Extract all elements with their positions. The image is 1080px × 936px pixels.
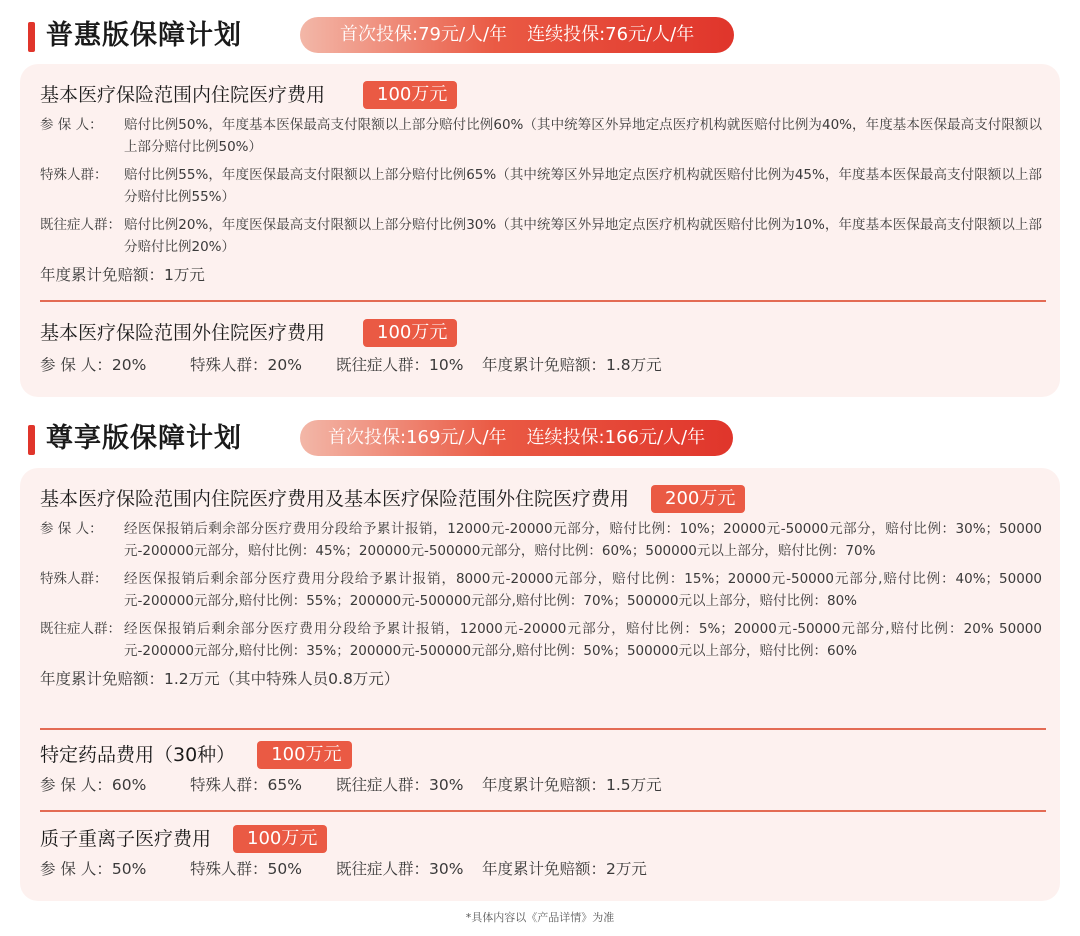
deductible: 年度累计免赔额：1.5万元 — [482, 776, 662, 794]
plan-card-premium — [20, 468, 1060, 901]
rate-inline-row — [40, 772, 1042, 798]
deductible: 年度累计免赔额：2万元 — [482, 860, 647, 878]
coverage-title — [40, 318, 1042, 348]
deductible: 年度累计免赔额：1.8万元 — [482, 356, 662, 374]
coverage-title — [40, 824, 1042, 854]
price-badge — [300, 420, 733, 456]
section-divider — [40, 728, 1046, 730]
row-text: 经医保报销后剩余部分医疗费用分段给予累计报销，8000元-20000元部分，赔付比例：15%；20000元-50000元部分,赔付比例：40%；50000元-200000元部分,赔付比例：55%；200000元-500000元部分,赔付比例：70%；500000元以上部分，赔付比例：80% — [124, 571, 1042, 609]
coverage-name: 特定药品费用（30种） — [40, 744, 236, 766]
rate-inline-row — [40, 352, 1042, 378]
footnote: *具体内容以《产品详情》为准 — [465, 911, 615, 924]
coverage-section — [40, 318, 1042, 378]
coverage-title — [40, 484, 1042, 514]
coverage-amount-tag: 100万元 — [363, 81, 457, 109]
special-rate: 特殊人群：20% — [190, 356, 302, 374]
plan-card-basic — [20, 64, 1060, 397]
price-first: 首次投保:169元/人/年 — [328, 427, 507, 448]
plan-header-premium — [22, 419, 1062, 459]
insured-rate: 参 保 人：50% — [40, 860, 147, 878]
coverage-section — [40, 824, 1042, 882]
coverage-section — [40, 740, 1042, 798]
plan-title: 普惠版保障计划 — [46, 20, 242, 51]
rate-inline-row — [40, 856, 1042, 882]
row-label: 既往症人群： — [40, 217, 121, 233]
coverage-amount-tag: 100万元 — [257, 741, 351, 769]
coverage-name: 基本医疗保险范围外住院医疗费用 — [40, 322, 326, 344]
preexisting-rate: 既往症人群：30% — [336, 776, 464, 794]
row-text: 经医保报销后剩余部分医疗费用分段给予累计报销，12000元-20000元部分，赔付比例：10%；20000元-50000元部分，赔付比例：30%；50000元-200000元部分，赔付比例：45%；200000元-500000元部分，赔付比例：60%；500000元以上部分，赔付比例：70% — [124, 521, 1042, 559]
section-divider — [40, 810, 1046, 812]
price-first: 首次投保:79元/人/年 — [340, 24, 508, 45]
plan-title: 尊享版保障计划 — [46, 423, 242, 454]
rate-row — [40, 568, 1042, 612]
price-renew: 连续投保:166元/人/年 — [526, 427, 706, 448]
coverage-title — [40, 80, 1042, 110]
rate-row — [40, 114, 1042, 158]
deductible: 年度累计免赔额：1.2万元（其中特殊人员0.8万元） — [40, 670, 400, 688]
row-text: 赔付比例50%，年度基本医保最高支付限额以上部分赔付比例60%（其中统筹区外异地定点医疗机构就医赔付比例为40%，年度基本医保最高支付限额以上部分赔付比例50%） — [124, 117, 1042, 155]
coverage-amount-tag: 100万元 — [233, 825, 327, 853]
row-label: 参 保 人： — [40, 521, 103, 537]
special-rate: 特殊人群：50% — [190, 860, 302, 878]
coverage-name: 质子重离子医疗费用 — [40, 828, 212, 850]
coverage-amount-tag: 100万元 — [363, 319, 457, 347]
coverage-title — [40, 740, 1042, 770]
section-divider — [40, 300, 1046, 302]
plan-header-basic — [22, 16, 1062, 56]
row-text: 经医保报销后剩余部分医疗费用分段给予累计报销，12000元-20000元部分，赔付比例：5%；20000元-50000元部分,赔付比例：20% 50000元-200000元部分,赔付比例：35%；200000元-500000元部分,赔付比例：50%；500000元以上部分，赔付比例：60% — [124, 621, 1042, 659]
coverage-name: 基本医疗保险范围内住院医疗费用及基本医疗保险范围外住院医疗费用 — [40, 488, 630, 510]
row-label: 特殊人群： — [40, 571, 108, 587]
coverage-name: 基本医疗保险范围内住院医疗费用 — [40, 84, 326, 106]
insured-rate: 参 保 人：20% — [40, 356, 147, 374]
coverage-amount-tag: 200万元 — [651, 485, 745, 513]
row-text: 赔付比例55%，年度医保最高支付限额以上部分赔付比例65%（其中统筹区外异地定点医疗机构就医赔付比例为45%，年度基本医保最高支付限额以上部分赔付比例55%） — [124, 167, 1042, 205]
price-renew: 连续投保:76元/人/年 — [527, 24, 695, 45]
row-label: 参 保 人： — [40, 117, 103, 133]
title-accent-bar — [28, 22, 35, 52]
insured-rate: 参 保 人：60% — [40, 776, 147, 794]
rate-row — [40, 518, 1042, 562]
preexisting-rate: 既往症人群：10% — [336, 356, 464, 374]
row-label: 既往症人群： — [40, 621, 121, 637]
row-text: 赔付比例20%，年度医保最高支付限额以上部分赔付比例30%（其中统筹区外异地定点医疗机构就医赔付比例为10%，年度基本医保最高支付限额以上部分赔付比例20%） — [124, 217, 1042, 255]
row-label: 特殊人群： — [40, 167, 108, 183]
coverage-section — [40, 80, 1042, 288]
rate-row — [40, 214, 1042, 258]
special-rate: 特殊人群：65% — [190, 776, 302, 794]
title-accent-bar — [28, 425, 35, 455]
coverage-section — [40, 484, 1042, 692]
preexisting-rate: 既往症人群：30% — [336, 860, 464, 878]
rate-row — [40, 164, 1042, 208]
price-badge — [300, 17, 734, 53]
deductible: 年度累计免赔额：1万元 — [40, 266, 205, 284]
rate-row — [40, 618, 1042, 662]
